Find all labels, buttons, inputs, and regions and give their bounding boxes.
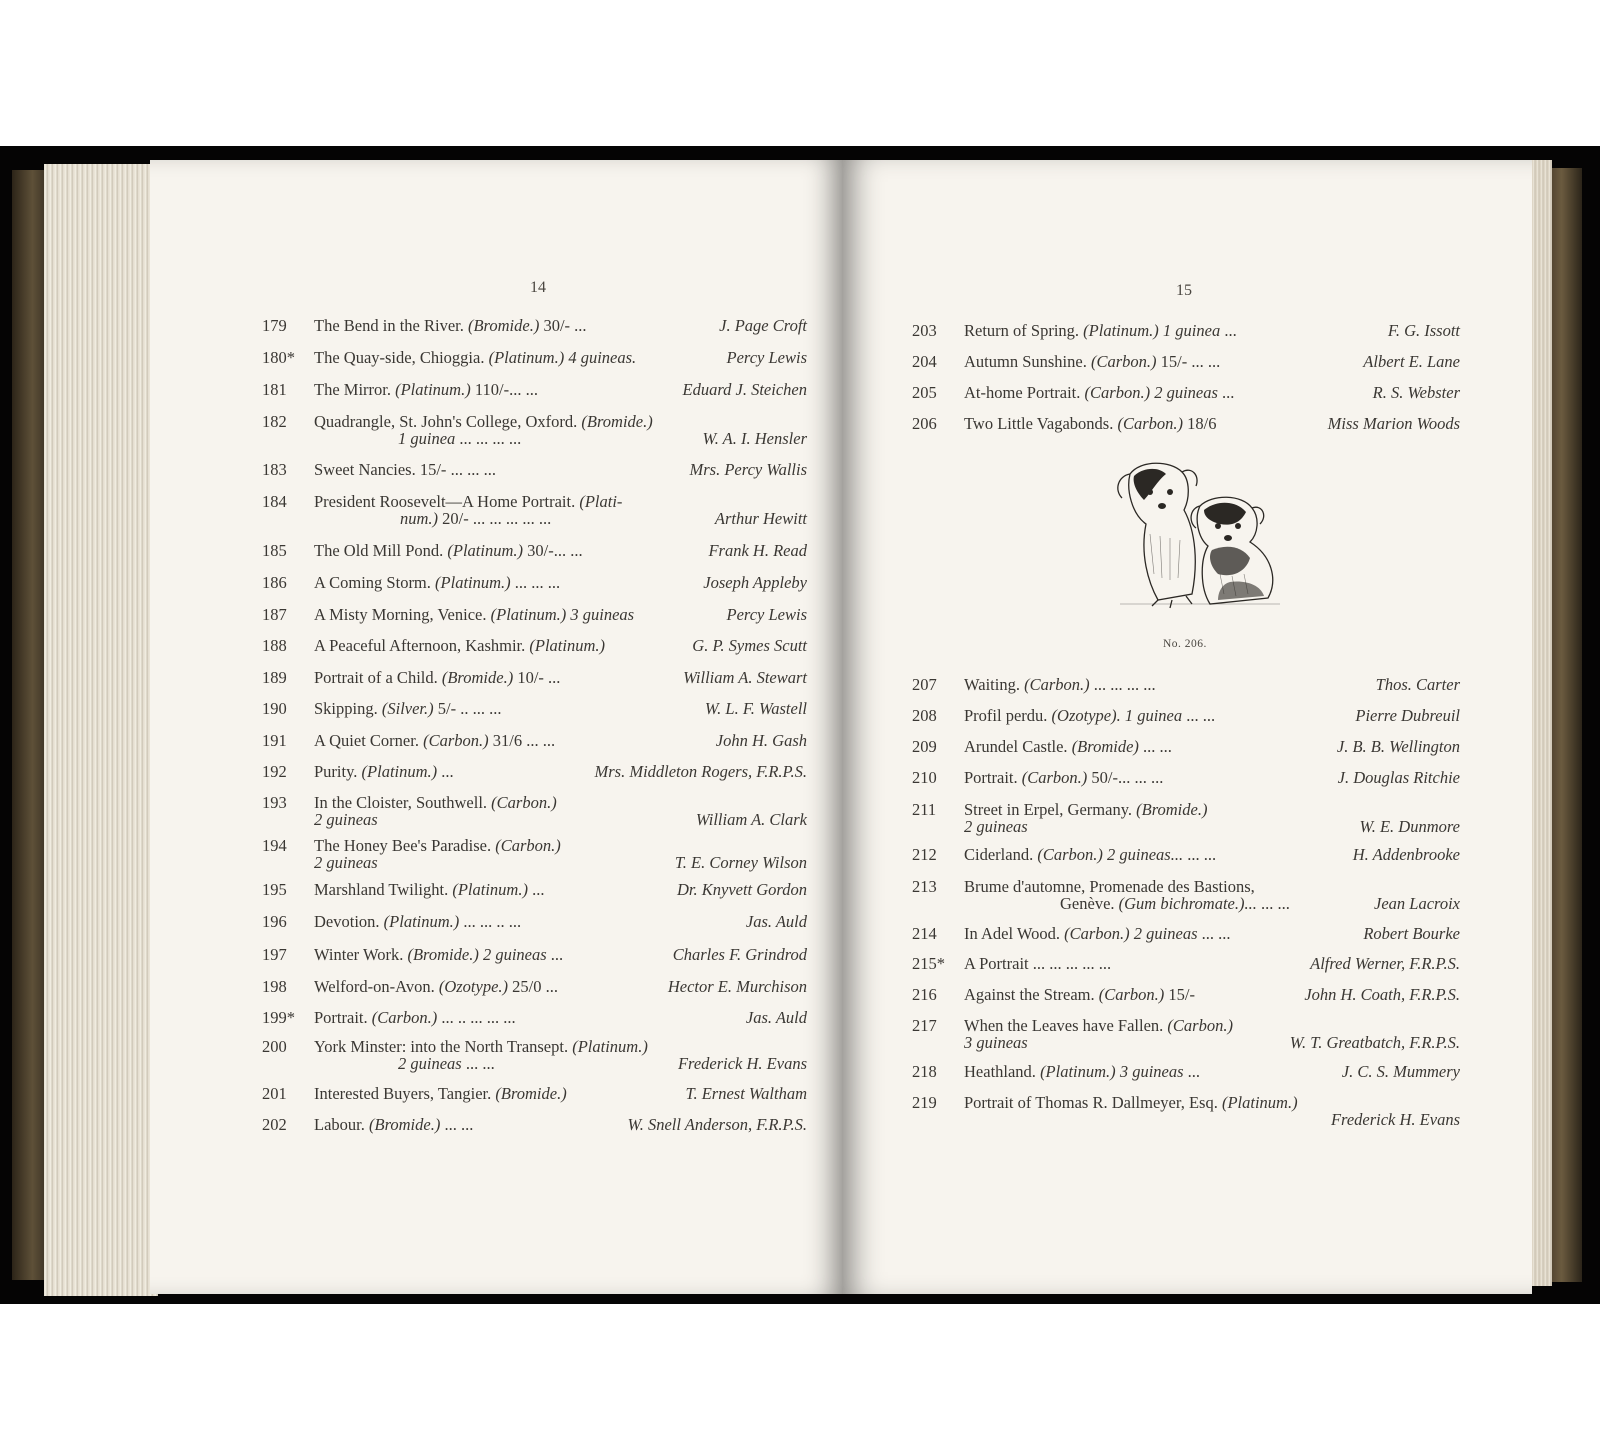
entry-price: 1 guinea [1124,706,1183,725]
entry-title-line [964,985,1195,1004]
entry-number: 201 [262,1084,287,1103]
entry-process: (Bromide.) [495,1084,567,1103]
entry-title-line [964,675,1156,694]
entry-process: (Bromide.) [581,412,653,431]
entry-author: T. E. Corney Wilson [674,853,807,872]
entry-author: Miss Marion Woods [1327,414,1460,433]
entry-author: W. E. Dunmore [1359,817,1460,836]
entry-title: Street in Erpel, Germany. [964,800,1132,819]
entry-leader-dots: ... [1224,321,1237,340]
entry-title: Quadrangle, St. John's College, Oxford. [314,412,578,431]
entry-title-line [964,352,1220,371]
entry-process: (Platinum.) [488,348,565,367]
entry-title-line [314,699,501,718]
entry-process: (Platinum.) [1221,1093,1298,1112]
entry-title: Skipping. [314,699,378,718]
entry-number: 183 [262,460,287,479]
entry-process: (Silver.) [381,699,434,718]
catalogue-entry [912,877,1460,917]
catalogue-entry [912,1093,1460,1133]
entry-author: William A. Clark [695,810,807,829]
entry-price: 15/- [1160,352,1188,371]
entry-author: F. G. Issott [1387,321,1460,340]
entry-leader-dots: ... ... ... ... ... [1032,954,1112,973]
entry-leader-dots: ... ... [1187,845,1217,864]
entry-process: (Gum bichromate.)... [1118,894,1257,913]
entry-title-line [314,541,583,560]
entry-title-line [964,845,1216,864]
entry-process: (Bromide.) [369,1115,441,1134]
entry-number: 217 [912,1016,937,1035]
entry-leader-dots: ... [1222,383,1235,402]
entry-author: W. A. I. Hensler [702,429,807,448]
entry-title-line [314,945,563,964]
entry-leader-dots: ... [545,977,558,996]
entry-title: When the Leaves have Fallen. [964,1016,1164,1035]
entry-leader-dots: ... ... [531,573,561,592]
catalogue-entry [262,1115,807,1155]
entry-title-line [314,605,634,624]
entry-price: 2 guineas [1154,383,1218,402]
entry-number: 219 [912,1093,937,1112]
entry-price: 20/- [442,509,469,528]
entry-process: (Carbon.) [1064,924,1130,943]
entry-price: 1 guinea [1162,321,1221,340]
entry-title: Winter Work. [314,945,404,964]
entry-author: Frank H. Read [708,541,807,560]
entry-title: Welford-on-Avon. [314,977,435,996]
entry-title-line [314,1008,516,1027]
entry-title: Autumn Sunshine. [964,352,1087,371]
entry-number: 184 [262,492,287,511]
entry-author: T. Ernest Waltham [685,1084,807,1103]
entry-title: President Roosevelt—A Home Portrait. [314,492,576,511]
right-page-number: 15 [1176,282,1192,299]
entry-number: 204 [912,352,937,371]
entry-title: A Peaceful Afternoon, Kashmir. [314,636,526,655]
entry-number: 200 [262,1037,287,1056]
entry-author: Robert Bourke [1363,924,1460,943]
entry-detail-line [398,429,521,448]
entry-process: (Carbon.) [1098,985,1165,1004]
entry-leader-dots: ... ... ... ... [459,429,522,448]
entry-author: Frederick H. Evans [677,1054,807,1073]
entry-title: Arundel Castle. [964,737,1068,756]
entry-title: York Minster: into the North Transept. [314,1037,569,1056]
catalogue-entry [262,412,807,452]
entry-author: W. T. Greatbatch, F.R.P.S. [1289,1033,1460,1052]
entry-process: (Carbon.) [423,731,489,750]
entry-number: 186 [262,573,287,592]
entry-leader-dots: ... [441,762,454,781]
entry-number: 208 [912,706,937,725]
entry-title-line [314,1084,567,1103]
entry-leader-dots: ... [574,316,587,335]
catalogue-entry [912,414,1460,454]
entry-title: Labour. [314,1115,365,1134]
entry-process: (Ozotype). [1051,706,1121,725]
catalogue-entry [262,1037,807,1077]
entry-title: Portrait of a Child. [314,668,438,687]
entry-price: 2 guineas [314,810,378,829]
entry-author: Eduard J. Steichen [682,380,807,399]
entry-number: 212 [912,845,937,864]
left-page-number: 14 [530,279,546,296]
entry-title-line [964,768,1163,787]
entry-leader-dots: ... ... [1134,768,1164,787]
entry-process: (Platinum.) [1083,321,1159,340]
entry-number: 193 [262,793,287,812]
entry-price: 30/-... [527,541,567,560]
entry-leader-dots: ... ... ... ... ... [472,509,552,528]
entry-number: 218 [912,1062,937,1081]
entry-leader-dots: ... ... [1191,352,1221,371]
entry-title-line [314,573,560,592]
entry-number: 191 [262,731,287,750]
entry-title: In the Cloister, Southwell. [314,793,488,812]
entry-author: Alfred Werner, F.R.P.S. [1310,954,1460,973]
entry-author: R. S. Webster [1372,383,1460,402]
entry-title-line [314,731,555,750]
entry-leader-dots: ... ... [465,1054,495,1073]
entry-number: 179 [262,316,287,335]
entry-process: (Carbon.) [1037,845,1103,864]
entry-detail-line [314,810,378,829]
entry-leader-dots: ... ... [444,1115,474,1134]
entry-author: Percy Lewis [726,348,807,367]
entry-author: Joseph Appleby [703,573,807,592]
entry-price: 5/- [437,699,457,718]
catalogue-entry [262,492,807,532]
entry-author: G. P. Symes Scutt [692,636,807,655]
entry-price: 3 guineas [1119,1062,1184,1081]
entry-author: Charles F. Grindrod [672,945,807,964]
entry-leader-dots: ... ... .. ... [463,912,522,931]
entry-process: (Platinum.) [490,605,567,624]
entry-title-line [314,912,521,931]
entry-title-line [314,1115,473,1134]
entry-title: Heathland. [964,1062,1036,1081]
entry-author: Jean Lacroix [1374,894,1460,913]
entry-leader-dots: ... ... ... ... [1093,675,1156,694]
entry-title-line [314,880,544,899]
entry-title-line [964,1062,1200,1081]
entry-process: (Bromide.) [441,668,514,687]
entry-process: (Platinum.) [529,636,605,655]
entry-title: Brume d'automne, Promenade des Bastions, [964,877,1255,896]
entry-number: 206 [912,414,937,433]
entry-process: (Carbon.) [1167,1016,1233,1035]
entry-author: Dr. Knyvett Gordon [676,880,807,899]
entry-process: (Carbon.) [1117,414,1183,433]
entry-continuation: num.) [400,509,439,528]
entry-leader-dots: ... ... [526,731,556,750]
entry-author: Albert E. Lane [1363,352,1460,371]
entry-number: 195 [262,880,287,899]
entry-leader-dots: ... [532,880,545,899]
entry-process: (Bromide.) [407,945,479,964]
entry-process: (Carbon.) [495,836,561,855]
entry-title-line [964,954,1111,973]
entry-price: 31/6 [492,731,523,750]
entry-author: Percy Lewis [726,605,807,624]
entry-title-line [964,1093,1298,1112]
entry-number: 213 [912,877,937,896]
entry-leader-dots: ... [1187,1062,1201,1081]
entry-process: (Carbon.) [1084,383,1151,402]
entry-author: Arthur Hewitt [714,509,807,528]
entry-process: (Platinum.) [361,762,438,781]
entry-process: (Platinum.) [447,541,524,560]
entry-process: (Platinum.) [452,880,528,899]
entry-author: John H. Coath, F.R.P.S. [1304,985,1460,1004]
entry-process: (Plati- [579,492,623,511]
entry-price: 110/-... [474,380,522,399]
entry-detail-line [1060,894,1290,913]
entry-title: Profil perdu. [964,706,1048,725]
entry-price: 2 guineas [964,817,1028,836]
entry-leader-dots: ... [525,380,538,399]
entry-leader-dots: ... ... [1143,737,1172,756]
entry-price: 25/0 [512,977,542,996]
entry-price: 2 guineas [1133,924,1198,943]
entry-number: 187 [262,605,287,624]
entry-process: (Carbon.) [371,1008,438,1027]
entry-leader-dots: ... [570,541,583,560]
entry-title: Ciderland. [964,845,1034,864]
entry-process: (Platinum.) [435,573,511,592]
entry-price: 1 guinea [398,429,456,448]
entry-number: 216 [912,985,937,1004]
entry-title-line [314,762,454,781]
entry-leader-dots: .. ... ... [460,699,502,718]
entry-title: Return of Spring. [964,321,1080,340]
entry-detail-line [400,509,551,528]
entry-price: 15/- [1168,985,1195,1004]
entry-number: 196 [262,912,287,931]
entry-number: 215* [912,954,945,973]
entry-title-line [964,706,1215,725]
entry-number: 209 [912,737,937,756]
entry-author: Thos. Carter [1375,675,1460,694]
entry-leader-dots: ... ... [1261,894,1290,913]
entry-author: Pierre Dubreuil [1355,706,1460,725]
left-cover-edge [12,170,46,1280]
entry-number: 199* [262,1008,295,1027]
entry-price: 3 guineas [570,605,635,624]
entry-number: 185 [262,541,287,560]
entry-title: Against the Stream. [964,985,1095,1004]
entry-number: 210 [912,768,937,787]
entry-price: 2 guineas [314,853,378,872]
entry-title: Two Little Vagabonds. [964,414,1114,433]
entry-number: 189 [262,668,287,687]
catalogue-entry [912,800,1460,840]
entry-number: 203 [912,321,937,340]
entry-price: 2 guineas... [1107,845,1184,864]
entry-continuation: Genève. [1060,894,1115,913]
entry-process: (Platinum.) [395,380,471,399]
entry-detail-line [314,853,378,872]
entry-author: J. Page Croft [719,316,807,335]
entry-process: (Platinum.) [572,1037,648,1056]
entry-detail-line [398,1054,495,1073]
entry-title-line [964,924,1231,943]
entry-leader-dots: ... ... ... [450,460,496,479]
entry-title: Purity. [314,762,358,781]
entry-leader-dots: ... ... [1186,706,1216,725]
entry-title-line [964,383,1234,402]
entry-number: 207 [912,675,937,694]
entry-leader-dots: ... [548,668,561,687]
entry-title: Devotion. [314,912,380,931]
entry-number: 205 [912,383,937,402]
entry-process: (Carbon.) [1090,352,1157,371]
entry-title-line [964,414,1216,433]
entry-price: 2 guineas [398,1054,462,1073]
entry-price: 30/- [543,316,571,335]
entry-process: (Platinum.) [383,912,460,931]
entry-number: 181 [262,380,287,399]
entry-author: W. Snell Anderson, F.R.P.S. [627,1115,807,1134]
entry-number: 182 [262,412,287,431]
entry-title: Portrait. [964,768,1018,787]
entry-title-line [964,321,1237,340]
entry-process: (Platinum.) [1040,1062,1116,1081]
entry-process: (Carbon.) [491,793,557,812]
entry-author: J. B. B. Wellington [1336,737,1460,756]
entry-title: A Misty Morning, Venice. [314,605,487,624]
entry-price: 10/- [517,668,544,687]
puppies-illustration [1100,454,1290,614]
entry-process: (Bromide.) [467,316,540,335]
entry-author: Mrs. Percy Wallis [689,460,807,479]
entry-title-line [314,977,558,996]
entry-title: Portrait of Thomas R. Dallmeyer, Esq. [964,1093,1218,1112]
entry-title-line [314,348,636,367]
entry-title: In Adel Wood. [964,924,1060,943]
entry-title: Marshland Twilight. [314,880,449,899]
entry-process: (Carbon.) [1024,675,1090,694]
entry-number: 180* [262,348,295,367]
entry-title-line [314,316,587,335]
entry-author: Frederick H. Evans [1330,1110,1460,1129]
entry-title-line [314,380,538,399]
entry-price: 3 guineas [964,1033,1028,1052]
entry-number: 188 [262,636,287,655]
catalogue-entry [262,793,807,833]
entry-number: 190 [262,699,287,718]
entry-title: Waiting. [964,675,1020,694]
entry-leader-dots: ... ... [1201,924,1231,943]
figure-caption: No. 206. [1163,638,1207,650]
entry-process: (Bromide.) [1136,800,1208,819]
entry-process: (Carbon.) [1021,768,1088,787]
entry-title-line [314,668,560,687]
entry-price: 15/- [419,460,447,479]
entry-author: H. Addenbrooke [1352,845,1460,864]
entry-title: A Portrait [964,954,1029,973]
entry-process: (Ozotype.) [438,977,509,996]
entry-price: 18/6 [1187,414,1217,433]
entry-number: 192 [262,762,287,781]
entry-author: J. C. S. Mummery [1341,1062,1460,1081]
entry-title: The Old Mill Pond. [314,541,444,560]
entry-title: The Mirror. [314,380,391,399]
entry-title: Portrait. [314,1008,368,1027]
entry-author: W. L. F. Wastell [704,699,807,718]
entry-price: 4 guineas. [568,348,637,367]
entry-detail-line [964,817,1028,836]
entry-number: 202 [262,1115,287,1134]
entry-number: 214 [912,924,937,943]
entry-author: Mrs. Middleton Rogers, F.R.P.S. [594,762,807,781]
entry-title: A Quiet Corner. [314,731,419,750]
entry-title-line [314,460,496,479]
entry-title: A Coming Storm. [314,573,431,592]
entry-process: (Bromide) [1071,737,1139,756]
entry-price: 50/-... [1091,768,1131,787]
entry-author: William A. Stewart [683,668,807,687]
left-page-edges [44,164,158,1296]
entry-author: John H. Gash [715,731,807,750]
catalogue-entry [912,1016,1460,1056]
entry-number: 198 [262,977,287,996]
entry-author: Hector E. Murchison [667,977,807,996]
entry-detail-line [964,1033,1028,1052]
entry-author: J. Douglas Ritchie [1337,768,1460,787]
catalogue-entry [262,836,807,876]
entry-title: At-home Portrait. [964,383,1081,402]
entry-title: The Quay-side, Chioggia. [314,348,485,367]
entry-title: Sweet Nancies. [314,460,416,479]
entry-title-line [964,737,1172,756]
entry-title: Interested Buyers, Tangier. [314,1084,492,1103]
entry-title: The Bend in the River. [314,316,464,335]
entry-number: 211 [912,800,937,819]
entry-author: Jas. Auld [745,912,807,931]
entry-leader-dots: ... [550,945,564,964]
entry-price: 2 guineas [482,945,547,964]
entry-title: The Honey Bee's Paradise. [314,836,492,855]
entry-price: ... [514,573,528,592]
entry-title-line [314,636,605,655]
entry-number: 194 [262,836,287,855]
right-cover-edge [1548,168,1582,1282]
entry-author: Jas. Auld [745,1008,807,1027]
entry-leader-dots: ... .. ... ... ... [441,1008,516,1027]
entry-number: 197 [262,945,287,964]
